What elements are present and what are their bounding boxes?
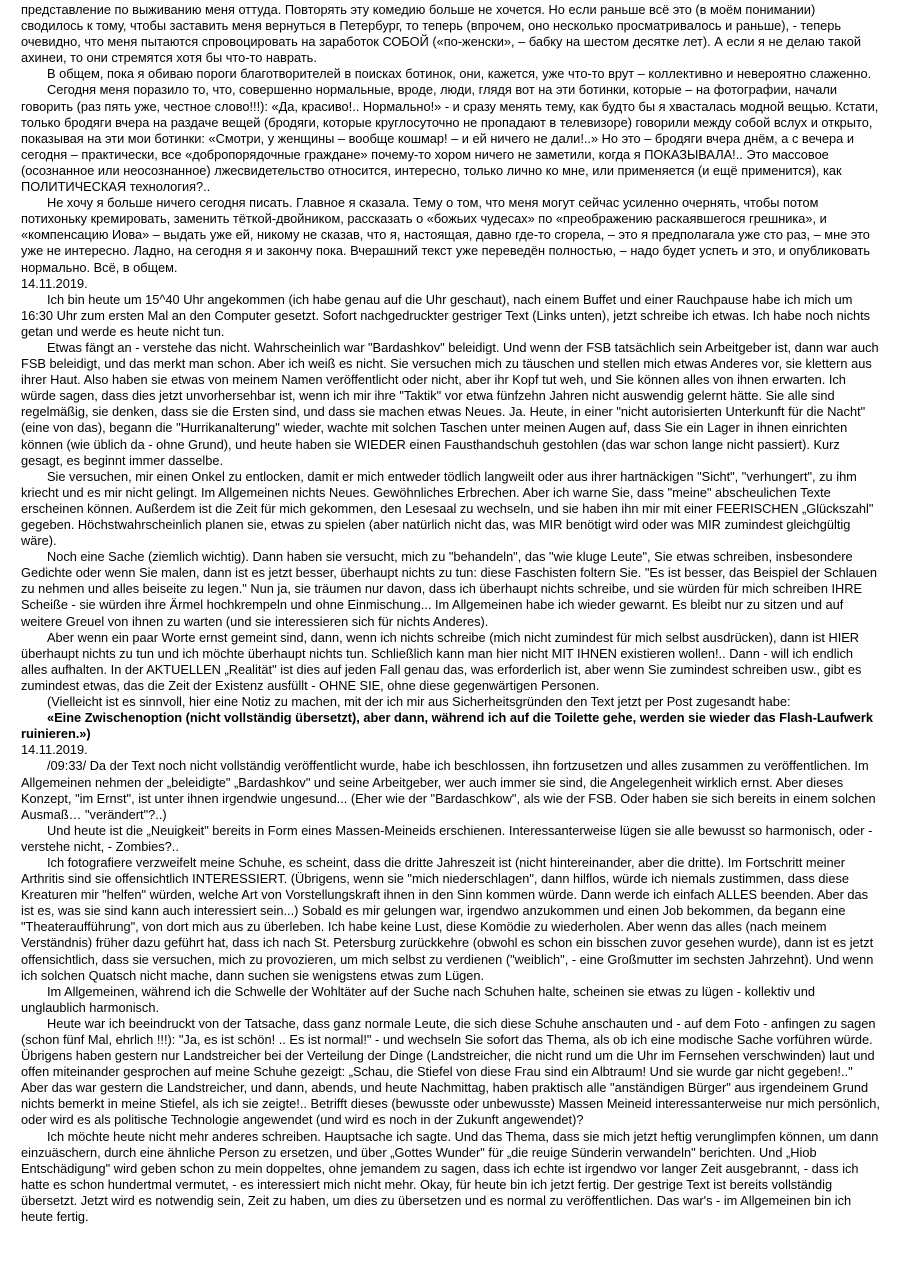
paragraph-ru-3: Сегодня меня поразило то, что, совершенно нормальные, вроде, люди, глядя вот на эти ботинки, которые – на фотографии, начали говорить (раз пять уже, честное слово!!!): «Да, красиво!.. Нормально!» - и сразу менять тему, как будто бы я хвасталась модной вещью. Кстати, только бродяги вчера на раздаче вещей (бродяги, которые круглосуточно не пропадают в телевизоре) говорили между собой вслух и открыто, показывая на эти мои ботинки: «Смотри, у женщины – вообще кошмар! – и ей ничего не дали!..» Но это – бродяги вчера днём, а с вечера и сегодня – практически, все «добропорядочные граждане» почему-то хором ничего не заметили, когда я ПОКАЗЫВАЛА!.. Это массовое (осознанное или неосознанное) лжесвидетельство относится, интересно, только лично ко мне, или применяется (и ещё применится), как ПОЛИТИЧЕСКАЯ технология?..	[21, 82, 879, 195]
date-heading: 14.11.2019.	[21, 742, 88, 758]
paragraph-de-8: Und heute ist die „Neuigkeit" bereits in Form eines Massen-Meineids erschienen. Interessanterweise lügen sie alle bewusst so harmonisch, oder - verstehe nicht, - Zombies?..	[21, 822, 873, 854]
paragraph-de-10: Im Allgemeinen, während ich die Schwelle der Wohltäter auf der Suche nach Schuhen halte, scheinen sie etwas zu lügen - kollektiv und unglaublich harmonisch.	[21, 983, 816, 1015]
paragraph-de-3: Sie versuchen, mir einen Onkel zu entlocken, damit er mich entweder tödlich langweilt oder aus ihrer hartnäckigen "Sicht", "verhungert", zu ihm kriecht und es mir nicht gelingt. Im Allgemeinen nichts Neues. Gewöhnliches Erbrechen. Aber ich warne Sie, dass "meine" abscheulichen Texte erscheinen können. Außerdem ist die Zeit für mich gekommen, den Lesesaal zu wechseln, und sie haben ihn mir mit einer FEERISCHEN „Glückszahl" gegeben. Höchstwahrscheinlich planen sie, etwas zu spielen (aber natürlich nicht das, was MIR benötigt wird oder was MIR zumindest gleichgültig wäre).	[21, 468, 874, 549]
date-heading: 14.11.2019.	[21, 275, 88, 291]
paragraph-de-1: Ich bin heute um 15^40 Uhr angekommen (ich habe genau auf die Uhr geschaut), nach einem Buffet und einer Rauchpause habe ich mich um 16:30 Uhr zum ersten Mal an den Computer gesetzt. Sofort nachgedruckter gestriger Text (Links unten), jetzt schreibe ich etwas. Ich habe noch nichts getan und werde es heute nicht tun.	[21, 291, 871, 339]
paragraph-de-5: Aber wenn ein paar Worte ernst gemeint sind, dann, wenn ich nichts schreibe (mich nicht zumindest für mich selbst ausdrücken), dann ist HIER überhaupt nichts zu tun und ich möchte überhaupt nichts tun. Schließlich kann man hier nicht MIT IHNEN existieren wollen!.. Dann - will ich endlich alles aufhalten. In der AKTUELLEN „Realität" ist dies auf jeden Fall genau das, was erforderlich ist, aber wenn Sie zumindest schreiben usw., gibt es zumindest etwas, das die Zeit der Existenz ausfüllt - OHNE SIE, ohne diese gegenwärtigen Personen.	[21, 629, 862, 693]
paragraph-de-2: Etwas fängt an - verstehe das nicht. Wahrscheinlich war "Bardashkov" beleidigt. Und wenn der FSB tatsächlich sein Arbeitgeber ist, dann war auch FSB beleidigt, und das merkt man schon. Aber ich weiß es nicht. Sie versuchen mich zu täuschen und stellen mich etwas Anderes vor, sie klettern aus ihrer Haut. Also haben sie etwas von meinem Namen veröffentlicht oder nicht, aber ihr Kopf tut weh, und Sie können alles von ihnen erwarten. Ich würde sagen, dass dies jetzt unvorhersehbar ist, wenn ich mir ihre "Taktik" vor etwa fünfzehn Jahren nicht auswendig gelernt hätte. Sie alle sind regelmäßig, sie denken, dass sie die Ersten sind, und dass sie machen etwas Neues. Ja. Heute, in einer "nicht autorisierten Unterkunft für die Nacht" (eine von das), begann die "Hurrikanalterung" wieder, wachte mit solchen Taschen unter meinen Augen auf, dass Sie ein Lager in ihnen einrichten können (wie üblich da - ohne Grund), und heute haben sie WIEDER einen Fausthandschuh gestohlen (das war schon lange nicht passiert). Kurz gesagt, es beginnt immer dasselbe.	[21, 339, 879, 468]
paragraph-de-11: Heute war ich beeindruckt von der Tatsache, dass ganz normale Leute, die sich diese Schuhe anschauten und - auf dem Foto - anfingen zu sagen (schon fünf Mal, ehrlich !!!): "Ja, es ist schön! .. Es ist normal!" - und wechseln Sie sofort das Thema, als ob ich eine modische Sache vorführen würde. Übrigens haben gestern nur Landstreicher bei der Verteilung der Dinge (Landstreicher, die nicht rund um die Uhr im Fernsehen verschwinden) laut und offen miteinander gesprochen auf meine Schuhe gezeigt: „Schau, die Stiefel von diese Frau sind ein Albtraum! Und sie wurde gar nicht gegeben!.." Aber das war gestern die Landstreicher, und dann, abends, und heute Nachmittag, haben praktisch alle "anständigen Bürger" aus irgendeinem Grund nichts bemerkt in meine Stiefel, als ich sie zeigte!.. Betrifft dieses (bewusste oder unbewusste) Massen Meineid interessanterweise nur mich persönlich, oder wird es als politische Technologie angewendet (und wird es noch in der Zukunft angewendet)?	[21, 1015, 880, 1128]
paragraph-ru-1: представление по выживанию меня оттуда. Повторять эту комедию больше не хочется. Но если раньше всё это (в моём понимании) сводилось к тому, чтобы заставить меня вернуться в Петербург, то теперь (впрочем, оно несколько просматривалось и раньше), - теперь очевидно, что меня пытаются спровоцировать на заработок СОБОЙ («по-женски», – бабку на шестом десятке лет). А если я не делаю такой ахинеи, то они стремятся хотя бы что-то наврать.	[21, 2, 862, 66]
paragraph-de-12: Ich möchte heute nicht mehr anderes schreiben. Hauptsache ich sagte. Und das Thema, dass sie mich jetzt heftig verunglimpfen können, um dann einzuäschern, durch eine ähnliche Person zu ersetzen, und über „Gottes Wunder" für „die reuige Sünderin verwandeln" berichten. Und „Hiob Entschädigung" wird geben schon zu mein doppeltes, ohne jemandem zu sagen, dass ich echte ist irgendwo vor langer Zeit ausgebrannt, - dass ich hatte es schon hundertmal vermutet, - es interessiert mich nicht mehr. Okay, für heute bin ich jetzt fertig. Der gestrige Text ist bereits vollständig übersetzt. Jetzt wird es notwendig sein, Zeit zu haben, um dies zu übersetzen und es normal zu veröffentlichen. Das war's - im Allgemeinen bin ich heute fertig.	[21, 1128, 879, 1225]
paragraph-ru-2: В общем, пока я обиваю пороги благотворителей в поисках ботинок, они, кажется, уже что-то врут – коллективно и невероятно слаженно.	[47, 66, 872, 82]
paragraph-de-7: /09:33/ Da der Text noch nicht vollständig veröffentlicht wurde, habe ich beschlossen, ihn fortzusetzen und alles zusammen zu veröffentlichen. Im Allgemeinen nehmen der „beleidigte" „Bardashkov" und seine Arbeitgeber, wer auch immer sie sind, die Angelegenheit wirklich ernst. Aber dieses Konzept, "im Ernst", ist unter ihnen irgendwie ungesund... (Eher wie der "Bardaschkow", als wie der FSB. Oder haben sie sich bereits in einem solchen Ausmaß… "verändert"?..)	[21, 758, 876, 822]
paragraph-de-9: Ich fotografiere verzweifelt meine Schuhe, es scheint, dass die dritte Jahreszeit ist (nicht hintereinander, aber die dritte). Im Fortschritt meiner Arthritis sind sie offensichtlich INTERESSIERT. (Übrigens, wenn sie "mich niederschlagen", dann hilflos, würde ich niemals zustimmen, dass diese Kreaturen mir "helfen" würden, welche Art von Vorstellungskraft ihnen in den Sinn kommen würde. Dann werde ich einfach ALLES beenden. Aber das ist es, was sie sind kann auch interessiert sein...) Sobald es mir gelungen war, irgendwo anzukommen und einen Job bekommen, da begann eine "Theateraufführung", von dort mich aus zu überleben. Ich habe keine Lust, diese Komödie zu wiederholen. Aber wenn das alles (nach meinem Verständnis) früher dazu geführt hat, dass ich nach St. Petersburg zurückkehre (obwohl es schon ein bisschen zuvor gesehen wurde), dann ist es jetzt offensichtlich, dass sie versuchen, mich zu provozieren, um mich selbst zu verdienen ("weiblich", - eine Großmutter im sechsten Jahrzehnt). Und wenn ich solchen Quatsch nicht mache, dann suchen sie wenigstens etwas zum Lügen.	[21, 854, 874, 983]
bold-note: «Eine Zwischenoption (nicht vollständig übersetzt), aber dann, während ich auf die Toilette gehe, werden sie wieder das Flash-Laufwerk ruinieren.»)	[21, 710, 874, 742]
paragraph-ru-4: Не хочу я больше ничего сегодня писать. Главное я сказала. Тему о том, что меня могут сейчас усиленно очернять, чтобы потом потихоньку кремировать, заменить тёткой-двойником, рассказать о «божьих чудесах» по «преображению раскаявшегося грешника», и «компенсацию Иова» – выдать уже ей, никому не сказав, что я, настоящая, давно где-то сгорела, – это я предполагала уже сто раз, – мне это уже не интересно. Ладно, на сегодня я и закончу пока. Вчерашний текст уже переведён полностью, – надо будет успеть и это, и опубликовать нормально. Всё, в общем.	[21, 195, 871, 275]
paragraph-de-6: (Vielleicht ist es sinnvoll, hier eine Notiz zu machen, mit der ich mir aus Sicherheitsgründen den Text jetzt per Post zugesandt habe:	[47, 694, 791, 710]
paragraph-de-4: Noch eine Sache (ziemlich wichtig). Dann haben sie versucht, mich zu "behandeln", das "wie kluge Leute", Sie etwas schreiben, insbesondere Gedichte oder wenn Sie malen, dann ist es jetzt besser, überhaupt nichts zu tun: diese Faschisten foltern Sie. "Es ist besser, das Beispiel der Schlauen zu nehmen und alles beiseite zu legen." Nun ja, sie träumen nur davon, dass ich überhaupt nichts schreibe, und sie würden für mich schreiben IHRE Scheiße - sie würden ihre Ärmel hochkrempeln und ohne Einmischung... Im Allgemeinen habe ich wieder gewarnt. Es bleibt nur zu sitzen und auf weitere Greuel von ihnen zu warten (und sie interessieren sich für nichts Anderes).	[21, 549, 878, 629]
